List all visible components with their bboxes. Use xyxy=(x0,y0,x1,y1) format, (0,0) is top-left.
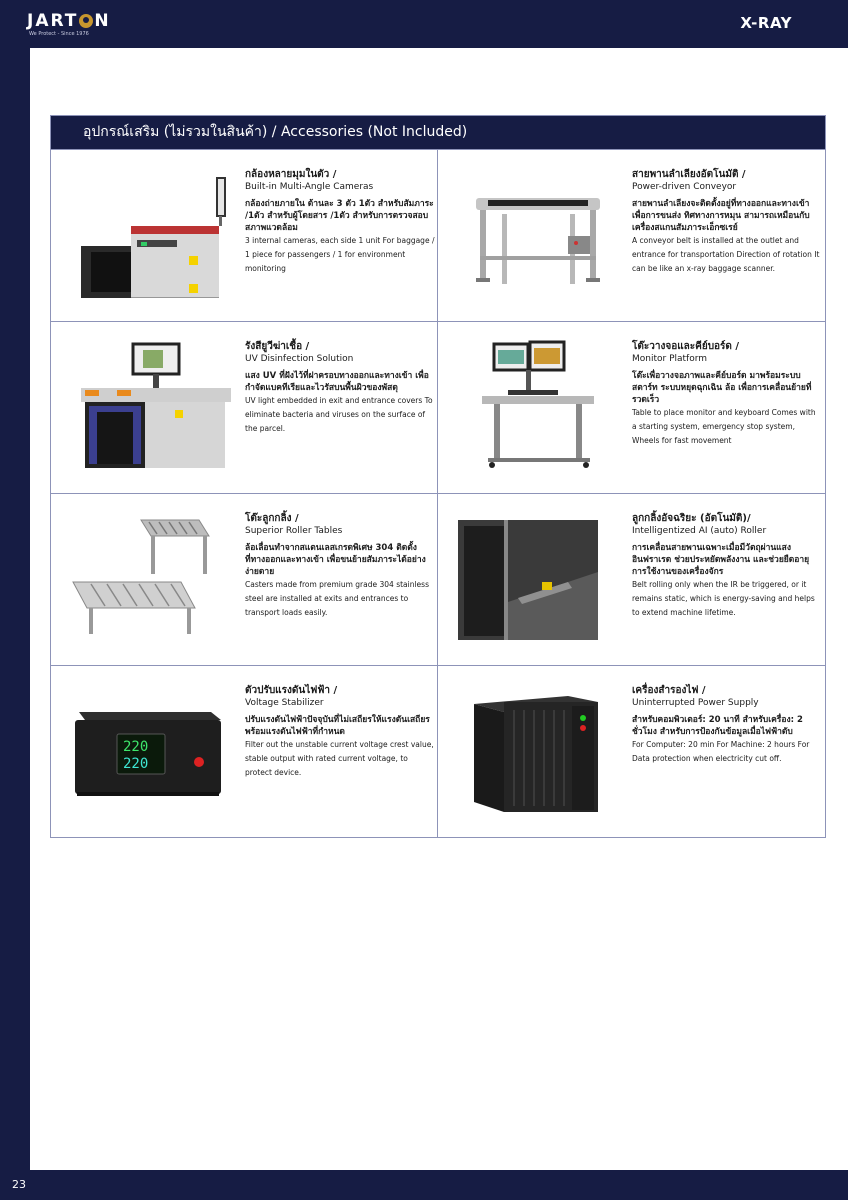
item-title-th: รังสียูวีฆ่าเชื้อ / xyxy=(245,341,310,352)
logo-tagline: We Protect - Since 1976 xyxy=(29,31,89,37)
item-desc-th: สายพานลำเลียงจะติดตั้งอยู่ที่ทางออกและทางเข้าเพื่อการขนส่ง ทิศทางการหมุน สามารถเหมือนกับเครื่องสแกนสัมภาระเอ็กซเรย์ xyxy=(632,199,810,233)
item-title-en: Voltage Stabilizer xyxy=(245,698,324,708)
accessories-title: อุปกรณ์เสริม (ไม่รวมในสินค้า) / Accessories (Not Included) xyxy=(51,116,825,149)
item-title-th: ตัวปรับแรงดันไฟฟ้า / xyxy=(245,685,338,696)
accessory-cell-ups xyxy=(438,665,825,837)
accessories-table xyxy=(50,115,826,838)
section-label: X-RAY xyxy=(740,14,792,32)
accessory-cell-ai-roller xyxy=(438,493,825,665)
roller-tables-image xyxy=(71,512,231,642)
item-title-en: Intelligentized AI (auto) Roller xyxy=(632,526,767,536)
item-title-th: ลูกกลิ้งอัจฉริยะ (อัตโนมัติ)/ xyxy=(632,513,751,524)
page-content xyxy=(30,48,848,1170)
conveyor-image xyxy=(458,168,618,298)
item-title-en: Monitor Platform xyxy=(632,354,708,364)
stabilizer-reading-bottom: 220 xyxy=(123,756,149,772)
multi-angle-camera-image xyxy=(71,168,231,298)
accessory-cell-voltage-stabilizer xyxy=(51,665,438,837)
accessory-cell-cameras xyxy=(51,149,438,321)
item-desc-th: ปรับแรงดันไฟฟ้าปัจจุบันที่ไม่เสถียรให้แรงดันเสถียรพร้อมแรงดันไฟฟ้าที่กำหนด xyxy=(245,715,430,737)
item-title-en: Power-driven Conveyor xyxy=(632,182,737,192)
item-title-th: โต๊ะลูกกลิ้ง / xyxy=(245,513,299,524)
page-footer xyxy=(0,1170,848,1200)
item-title-th: โต๊ะวางจอและคีย์บอร์ด / xyxy=(632,341,740,352)
item-desc-en: UV light embedded in exit and entrance covers To eliminate bacteria and viruses on the surface of the parcel. xyxy=(245,396,433,433)
jarton-logo xyxy=(27,11,111,37)
item-desc-en: A conveyor belt is installed at the outlet and entrance for transportation Direction of rotation It can be like an x-ray baggage scanner. xyxy=(632,236,820,273)
logo-text-prefix: JART xyxy=(27,11,79,31)
page-number: 23 xyxy=(12,1178,26,1191)
item-desc-th: กล้องถ่ายภายใน ด้านละ 3 ตัว 1ตัว สำหรับสัมภาระ /1ตัว สำหรับผู้โดยสาร /1ตัว สำหรับการตรวจสอบสภาพแวดล้อม xyxy=(245,199,434,233)
ups-image xyxy=(458,684,618,814)
item-desc-th: แสง UV ที่ฝังไว้ที่ฝาครอบทางออกและทางเข้า เพื่อกำจัดแบคทีเรียและไวรัสบนพื้นผิวของพัสดุ xyxy=(245,371,429,393)
item-desc-th: สำหรับคอมพิวเตอร์: 20 นาที สำหรับเครื่อง: 2 ชั่วโมง สำหรับการป้องกันข้อมูลเมื่อไฟฟ้าดับ xyxy=(632,715,803,737)
uv-disinfection-image xyxy=(71,340,231,470)
item-desc-en: 3 internal cameras, each side 1 unit For baggage / 1 piece for passengers / 1 for environment monitoring xyxy=(245,236,435,273)
logo-text-suffix: N xyxy=(94,11,111,31)
monitor-platform-image xyxy=(458,340,618,470)
item-title-en: UV Disinfection Solution xyxy=(245,354,354,364)
accessory-cell-monitor-platform xyxy=(438,321,825,493)
item-desc-th: โต๊ะเพื่อวางจอภาพและคีย์บอร์ด มาพร้อมระบบสตาร์ท ระบบหยุดฉุกเฉิน ล้อ เพื่อการเคลื่อนย้ายที่รวดเร็ว xyxy=(632,371,812,405)
item-title-th: กล้องหลายมุมในตัว / xyxy=(245,169,337,180)
item-desc-th: การเคลื่อนสายพานเฉพาะเมื่อมีวัตถุผ่านแสงอินฟราเรด ช่วยประหยัดพลังงาน และช่วยยืดอายุการใช้งานของเครื่องจักร xyxy=(632,543,810,577)
accessories-grid xyxy=(51,149,825,837)
voltage-stabilizer-image xyxy=(71,684,231,814)
item-title-th: สายพานลำเลียงอัตโนมัติ / xyxy=(632,169,746,180)
page-header xyxy=(0,0,848,48)
item-title-en: Superior Roller Tables xyxy=(245,526,343,536)
item-title-en: Uninterrupted Power Supply xyxy=(632,698,759,708)
item-desc-en: Filter out the unstable current voltage crest value, stable output with rated current voltage, to protect device. xyxy=(245,740,434,777)
item-title-th: เครื่องสำรองไฟ / xyxy=(632,685,706,696)
accessory-cell-uv xyxy=(51,321,438,493)
item-desc-th: ล้อเลื่อนทำจากสแตนเลสเกรดพิเศษ 304 ติดตั้งที่ทางออกและทางเข้า เพื่อขนย้ายสัมภาระได้อย่างง่ายดาย xyxy=(245,543,426,577)
item-desc-en: Table to place monitor and keyboard Comes with a starting system, emergency stop system, Wheels for fast movement xyxy=(632,408,816,445)
item-desc-en: For Computer: 20 min For Machine: 2 hours For Data protection when electricity cut off. xyxy=(632,740,810,763)
item-desc-en: Casters made from premium grade 304 stainless steel are installed at exits and entrances to transport loads easily. xyxy=(245,580,429,617)
accessory-cell-conveyor xyxy=(438,149,825,321)
item-title-en: Built-in Multi-Angle Cameras xyxy=(245,182,374,192)
stabilizer-reading-top: 220 xyxy=(123,739,149,755)
item-desc-en: Belt rolling only when the IR be triggered, or it remains static, which is energy-saving and helps to extend machine lifetime. xyxy=(632,580,815,617)
accessory-cell-roller-tables xyxy=(51,493,438,665)
ai-roller-image xyxy=(458,512,618,642)
shield-logo-icon xyxy=(79,14,93,28)
